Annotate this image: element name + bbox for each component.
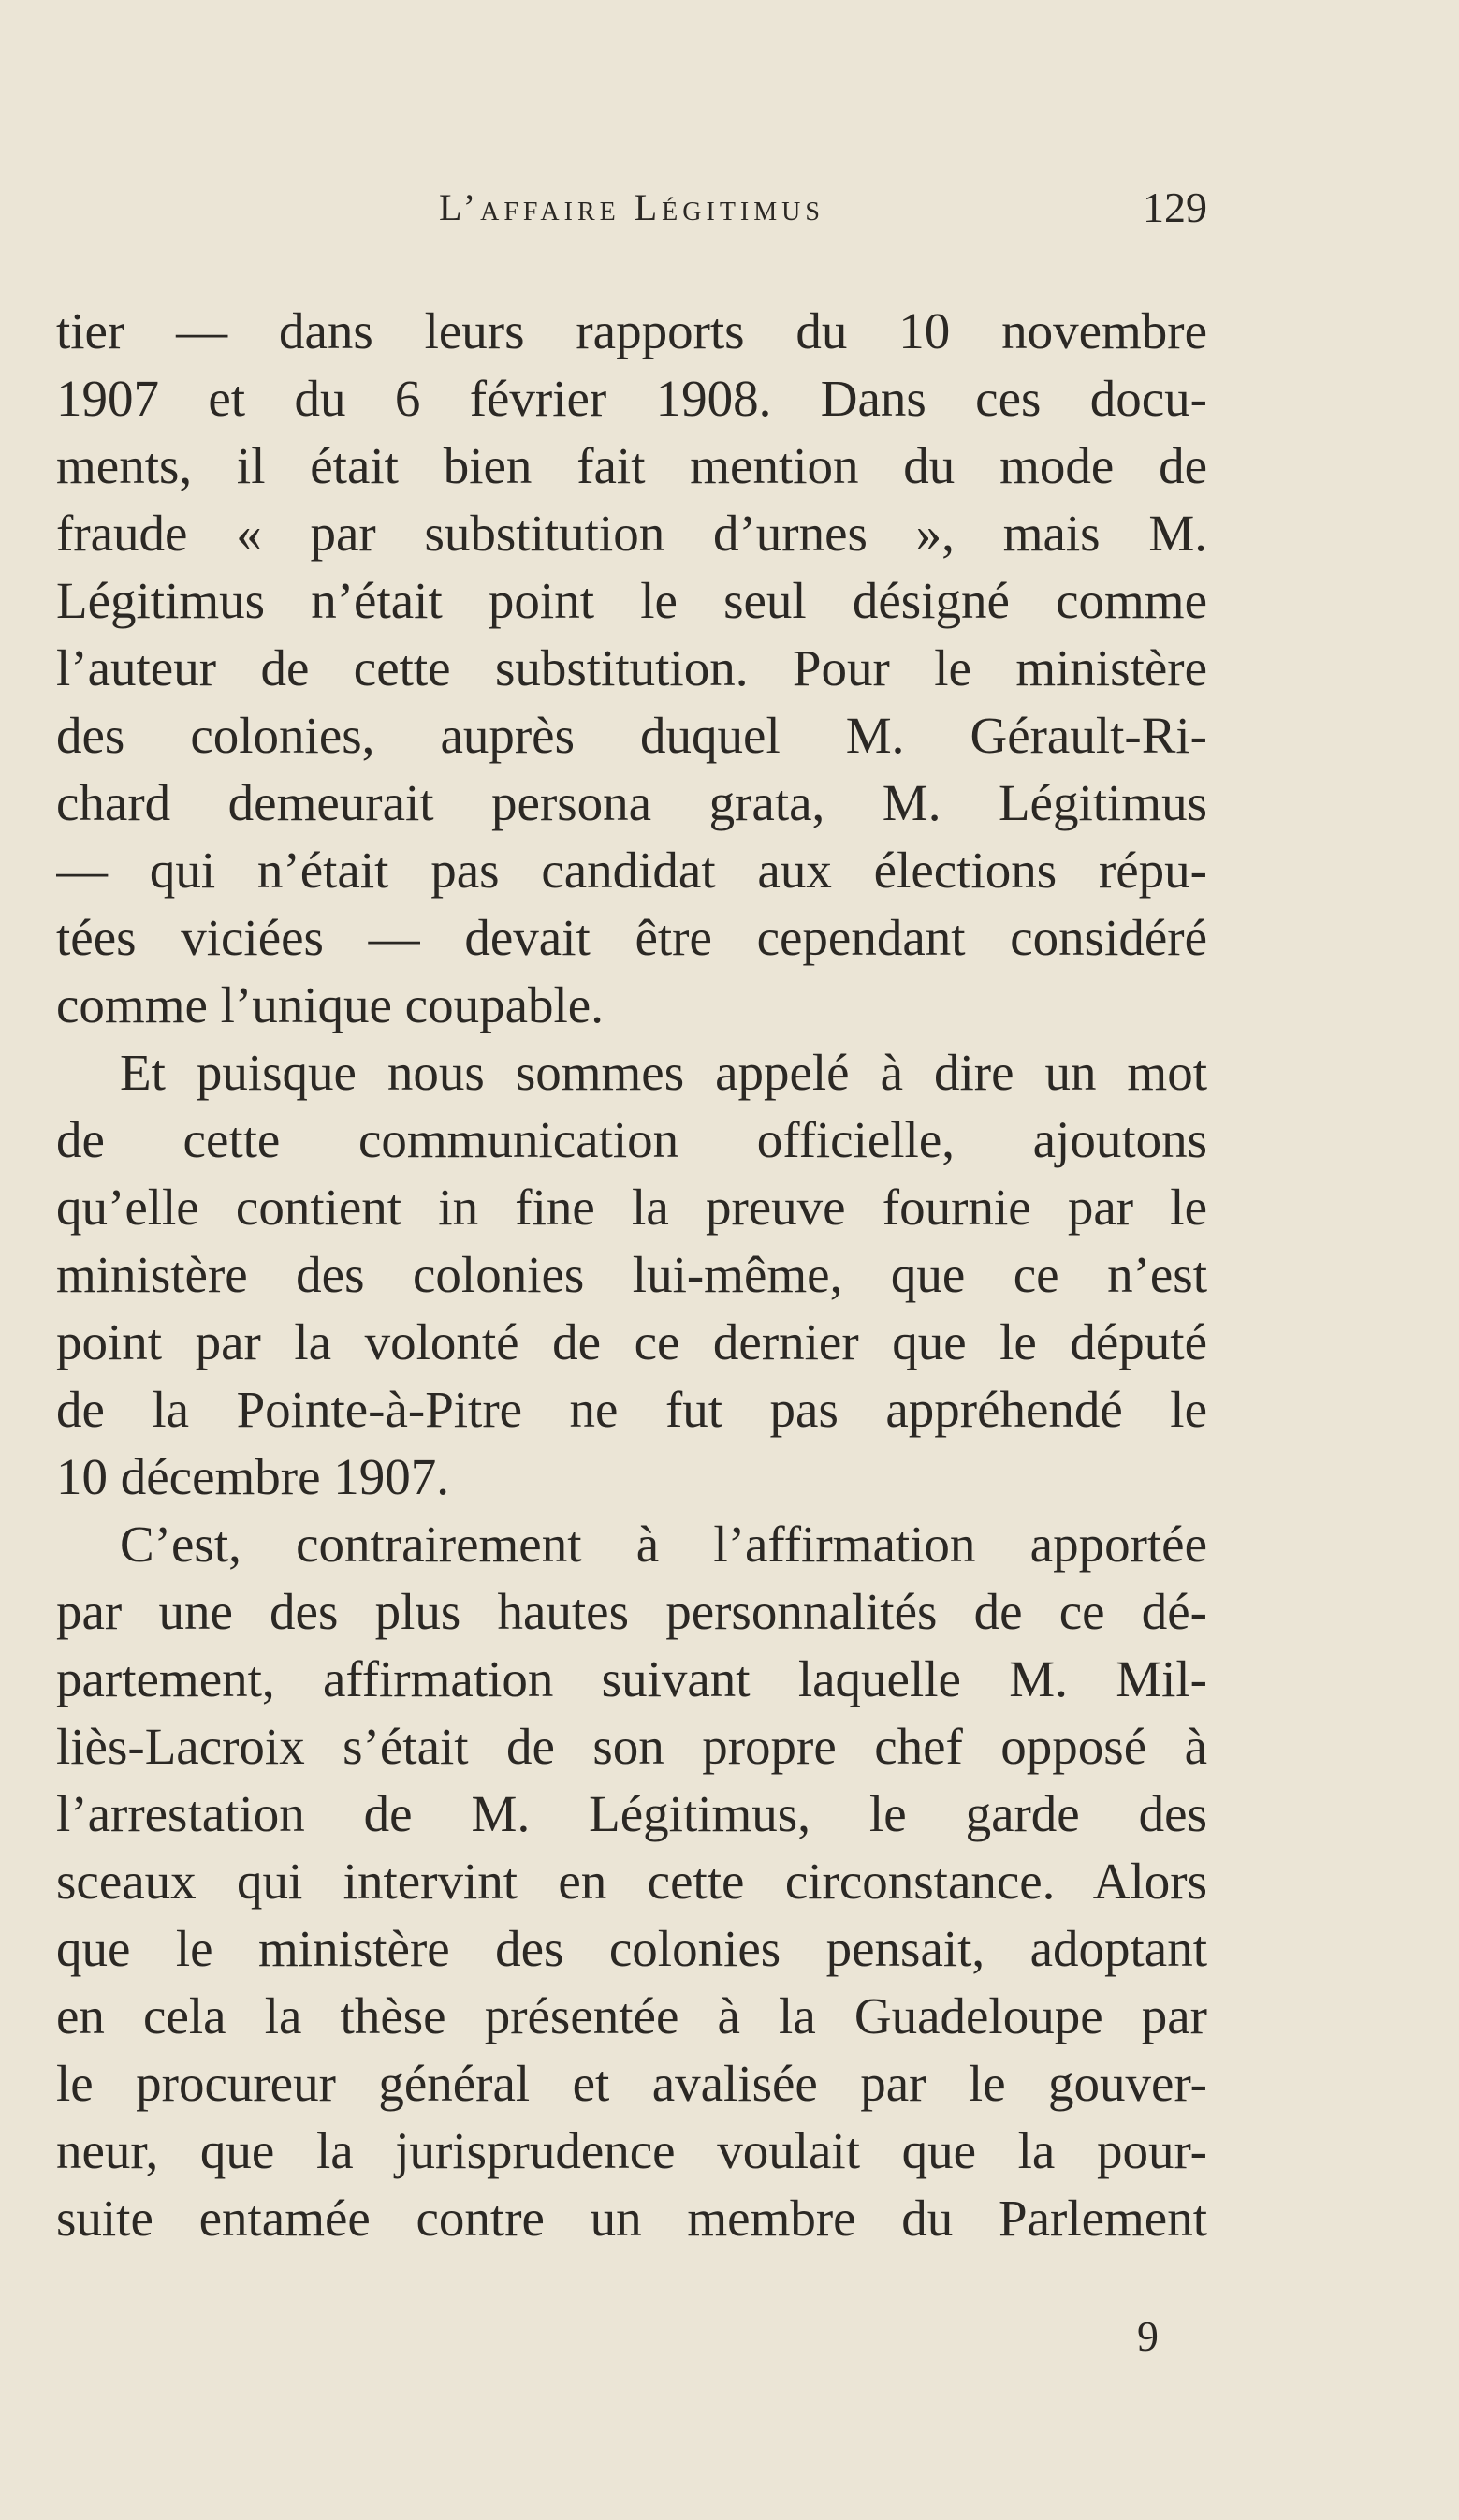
text-line: des colonies, auprès duquel M. Gérault-Ri-	[56, 707, 1207, 764]
text-line: sceaux qui intervint en cette circonstance. Alors	[56, 1853, 1207, 1910]
text-line: qu’elle contient in fine la preuve fournie par le	[56, 1179, 1207, 1236]
text-line: fraude « par substitution d’urnes », mais M.	[56, 505, 1207, 562]
text-line: ministère des colonies lui-même, que ce n’est	[56, 1246, 1207, 1303]
text-line: — qui n’était pas candidat aux élections répu-	[56, 842, 1207, 899]
text-line: 10 décembre 1907.	[56, 1448, 449, 1505]
text-line: chard demeurait persona grata, M. Légitimus	[56, 774, 1207, 831]
text-line: en cela la thèse présentée à la Guadeloupe par	[56, 1987, 1207, 2044]
text-line: l’arrestation de M. Légitimus, le garde des	[56, 1785, 1207, 1842]
running-head	[56, 183, 1207, 232]
text-line: 1907 et du 6 février 1908. Dans ces docu-	[56, 370, 1207, 427]
text-line: que le ministère des colonies pensait, adoptant	[56, 1920, 1207, 1977]
text-line: C’est, contrairement à l’affirmation apportée	[120, 1516, 1207, 1573]
text-line: comme l’unique coupable.	[56, 976, 604, 1033]
page-number: 129	[1143, 183, 1207, 231]
text-line: le procureur général et avalisée par le gouver-	[56, 2055, 1207, 2112]
running-title: L’affaire Légitimus	[439, 186, 824, 228]
text-line: tées viciées — devait être cependant considéré	[56, 909, 1207, 966]
text-line: de la Pointe-à-Pitre ne fut pas appréhendé le	[56, 1381, 1207, 1438]
text-line: suite entamée contre un membre du Parlement	[56, 2190, 1207, 2247]
body-text	[56, 298, 1207, 2252]
text-line: tier — dans leurs rapports du 10 novembre	[56, 302, 1207, 359]
text-line: de cette communication officielle, ajoutons	[56, 1111, 1207, 1168]
signature-mark: 9	[1137, 2312, 1159, 2360]
text-line: ments, il était bien fait mention du mode de	[56, 437, 1207, 494]
text-line: Légitimus n’était point le seul désigné comme	[56, 572, 1207, 629]
text-line: liès-Lacroix s’était de son propre chef opposé à	[56, 1718, 1207, 1775]
text-line: neur, que la jurisprudence voulait que la pour-	[56, 2122, 1207, 2179]
text-line: Et puisque nous sommes appelé à dire un mot	[120, 1044, 1207, 1101]
text-line: par une des plus hautes personnalités de ce dé-	[56, 1583, 1207, 1640]
text-line: partement, affirmation suivant laquelle M. Mil-	[56, 1650, 1207, 1707]
text-line: point par la volonté de ce dernier que le député	[56, 1313, 1207, 1370]
text-line: l’auteur de cette substitution. Pour le ministère	[56, 639, 1207, 696]
